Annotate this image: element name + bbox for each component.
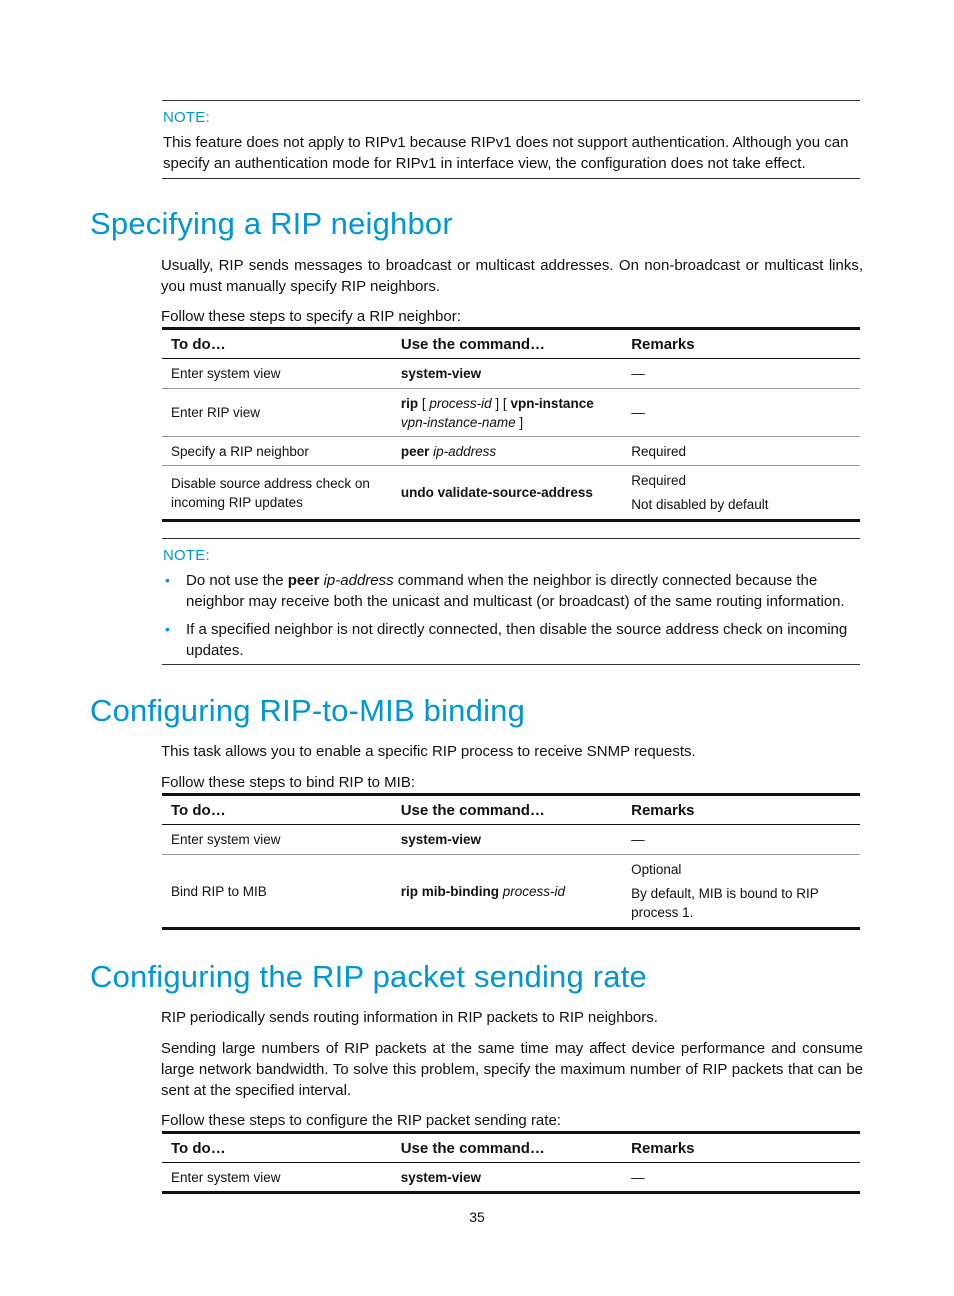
command-keyword: system-view — [400, 366, 482, 381]
bullet-icon: • — [165, 572, 170, 588]
paragraph: Follow these steps to bind RIP to MIB: — [161, 774, 416, 791]
command-param: process-id — [429, 395, 492, 411]
remark-line: Optional — [631, 862, 682, 877]
note-box — [162, 538, 860, 665]
table-row — [162, 437, 860, 466]
paragraph: RIP periodically sends routing information in RIP packets to RIP neighbors. — [161, 1009, 658, 1026]
note-label: NOTE: — [163, 547, 210, 564]
table-cell — [392, 1163, 622, 1193]
table-row — [162, 825, 860, 855]
table-row — [162, 359, 860, 389]
command-bracket: [ — [418, 395, 430, 411]
table-row — [162, 1163, 860, 1193]
table-row — [162, 855, 860, 929]
command-table — [162, 1131, 860, 1194]
command-param: ip-address — [323, 572, 394, 589]
table-cell — [392, 389, 622, 437]
table-header-row — [162, 795, 860, 825]
command-keyword: vpn-instance — [510, 395, 594, 411]
note-list — [162, 570, 860, 661]
command-table — [162, 327, 860, 522]
section-heading: Configuring the RIP packet sending rate — [90, 959, 647, 994]
note-box — [162, 100, 860, 179]
table-cell: — — [631, 366, 645, 381]
list-text: Do not use the — [186, 572, 288, 589]
table-row — [162, 389, 860, 437]
list-item — [162, 570, 860, 612]
command-table — [162, 793, 860, 930]
paragraph: Follow these steps to specify a RIP neighbor: — [161, 308, 461, 325]
command-keyword: undo validate-source-address — [400, 485, 593, 500]
table-header-row — [162, 329, 860, 359]
section-heading: Specifying a RIP neighbor — [90, 206, 453, 241]
paragraph: Sending large numbers of RIP packets at the same time may affect device performance and consume large network bandwidth. To solve this problem, specify the maximum number of RIP packets that can be sent at the specified interval. — [161, 1040, 863, 1099]
note-label: NOTE: — [163, 109, 210, 126]
column-header: Use the command… — [392, 1133, 622, 1163]
paragraph: Usually, RIP sends messages to broadcast or multicast addresses. On non-broadcast or multicast links, you must manually specify RIP neighbors. — [161, 257, 863, 295]
column-header: To do… — [162, 329, 392, 359]
remark-line: By default, MIB is bound to RIP process 1. — [631, 886, 819, 920]
page-number: 35 — [469, 1209, 485, 1225]
table-cell: Enter system view — [171, 366, 281, 381]
table-cell: Enter system view — [171, 1169, 281, 1185]
column-header: Use the command… — [392, 795, 622, 825]
command-keyword: system-view — [400, 832, 482, 847]
table-cell: — — [622, 389, 860, 437]
column-header: Remarks — [622, 795, 860, 825]
command-param: process-id — [502, 883, 565, 899]
table-row — [162, 466, 860, 521]
remark-line: Not disabled by default — [631, 497, 769, 512]
paragraph: Follow these steps to configure the RIP packet sending rate: — [161, 1112, 561, 1129]
command-bracket: ] [ — [491, 395, 511, 411]
table-cell: — — [631, 1169, 645, 1185]
table-cell — [392, 825, 622, 855]
table-cell — [622, 466, 860, 521]
table-cell: Bind RIP to MIB — [162, 855, 392, 929]
column-header: Remarks — [622, 1133, 860, 1163]
list-item — [162, 619, 860, 661]
table-cell: Enter system view — [171, 832, 281, 847]
table-cell — [392, 855, 622, 929]
note-text: This feature does not apply to RIPv1 because RIPv1 does not support authentication. Although you can specify an authentication mode for RIPv1 in interface view, the configuration does not take effect. — [163, 134, 849, 172]
list-text: If a specified neighbor is not directly connected, then disable the source address check on incoming updates. — [186, 621, 848, 659]
table-cell: Disable source address check on incoming RIP updates — [162, 466, 392, 521]
remark-line: Required — [631, 473, 686, 488]
command-keyword: peer — [287, 572, 320, 589]
section-heading: Configuring RIP-to-MIB binding — [90, 693, 526, 728]
command-bracket: ] — [515, 414, 524, 430]
command-keyword: system-view — [400, 1169, 482, 1185]
column-header: Use the command… — [392, 329, 622, 359]
table-cell: Enter RIP view — [162, 389, 392, 437]
table-header-row — [162, 1133, 860, 1163]
column-header: Remarks — [622, 329, 860, 359]
list-text: command when the neighbor is directly connected because the neighbor may receive both the unicast and multicast (or broadcast) of the same routing information. — [186, 572, 845, 610]
column-header: To do… — [162, 1133, 392, 1163]
table-cell — [622, 855, 860, 929]
paragraph: This task allows you to enable a specific RIP process to receive SNMP requests. — [161, 743, 696, 760]
column-header: To do… — [162, 795, 392, 825]
command-keyword: rip — [400, 395, 419, 411]
table-cell: — — [631, 832, 645, 847]
command-keyword: rip mib-binding — [400, 883, 499, 899]
command-param: ip-address — [433, 443, 497, 459]
table-cell — [392, 466, 622, 521]
command-keyword: peer — [400, 443, 430, 459]
table-cell: Specify a RIP neighbor — [162, 437, 392, 466]
table-cell — [392, 359, 622, 389]
table-cell: Required — [622, 437, 860, 466]
bullet-icon: • — [165, 621, 170, 637]
command-param: vpn-instance-name — [400, 414, 516, 430]
table-cell — [392, 437, 622, 466]
